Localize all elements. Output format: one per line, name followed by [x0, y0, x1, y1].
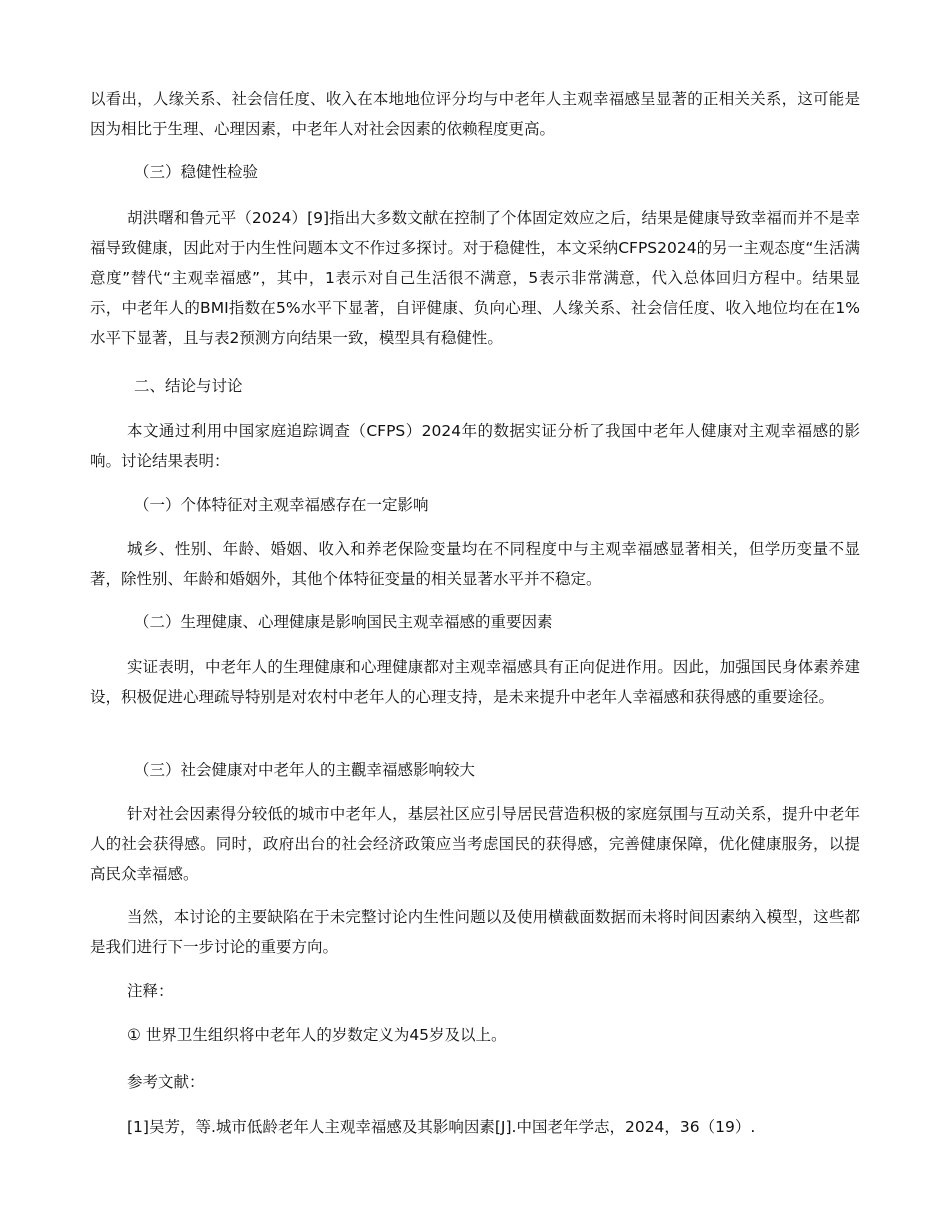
references-label: 参考文献：: [127, 1073, 205, 1091]
reference-item: [1]吴芳，等.城市低龄老年人主观幸福感及其影响因素[J].中国老年学志，2024，36（19）.: [127, 1118, 756, 1136]
notes-label: 注释：: [127, 982, 174, 1000]
limitation-paragraph: 当然，本讨论的主要缺陷在于未完整讨论内生性问题以及使用横截面数据而未将时间因素纳入模型，这些都是我们进行下一步讨论的重要方向。: [90, 908, 860, 956]
individual-paragraph: 城乡、性别、年龄、婚姻、收入和养老保险变量均在不同程度中与主观幸福感显著相关，但学历变量不显著，除性别、年龄和婚姻外，其他个体特征变量的相关显著水平并不稳定。: [90, 540, 860, 588]
footnote-item: ① 世界卫生组织将中老年人的岁数定义为45岁及以上。: [127, 1026, 507, 1044]
physical-mental-paragraph: 实证表明，中老年人的生理健康和心理健康都对主观幸福感具有正向促进作用。因此，加强国民身体素养建设，积极促进心理疏导特别是对农村中老年人的心理支持，是未来提升中老年人幸福感和获得感的重要途径。: [90, 658, 860, 706]
subheading-physical-mental: （二）生理健康、心理健康是影响国民主观幸福感的重要因素: [134, 613, 553, 631]
robustness-paragraph: 胡洪曙和鲁元平（2024）[9]指出大多数文献在控制了个体固定效应之后，结果是健康导致幸福而并不是幸福导致健康，因此对于内生性问题本文不作过多探讨。对于稳健性，本文采纳CFPS2024的另一主观态度“生活满意度”替代“主观幸福感”，其中，1表示对自己生活很不满意，5表示非常满意，代入总体回归方程中。结果显示，中老年人的BMI指数在5%水平下显著，自评健康、负向心理、人缘关系、社会信任度、收入地位均在在1%水平下显著，且与表2预测方向结果一致，模型具有稳健性。: [90, 209, 860, 347]
subheading-individual: （一）个体特征对主观幸福感存在一定影响: [134, 496, 429, 514]
robustness-heading: （三）稳健性检验: [134, 163, 259, 181]
conclusion-paragraph: 本文通过利用中国家庭追踪调查（CFPS）2024年的数据实证分析了我国中老年人健康对主观幸福感的影响。讨论结果表明：: [90, 422, 860, 470]
intro-paragraph: 以看出，人缘关系、社会信任度、收入在本地地位评分均与中老年人主观幸福感呈显著的正相关关系，这可能是因为相比于生理、心理因素，中老年人对社会因素的依赖程度更高。: [90, 90, 860, 138]
social-paragraph: 针对社会因素得分较低的城市中老年人，基层社区应引导居民营造积极的家庭氛围与互动关系，提升中老年人的社会获得感。同时，政府出台的社会经济政策应当考虑国民的获得感，完善健康保障，优化健康服务，以提高民众幸福感。: [90, 805, 860, 883]
subheading-social: （三）社会健康对中老年人的主觀幸福感影响较大: [134, 761, 476, 779]
conclusion-heading: 二、结论与讨论: [134, 377, 243, 395]
